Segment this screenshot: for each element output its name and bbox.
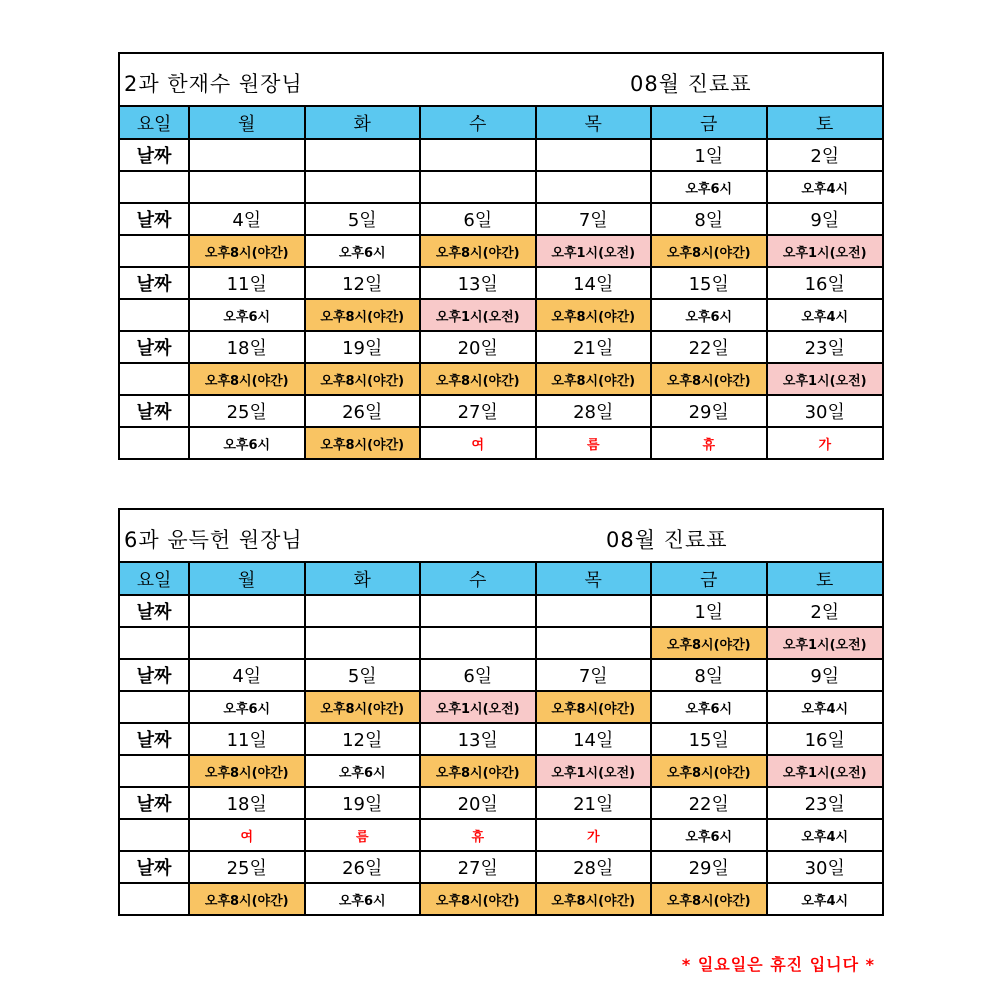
date-row-label: 날짜 <box>120 787 189 819</box>
hours-row-label <box>120 427 189 458</box>
date-cell: 8일 <box>651 659 767 691</box>
hours-row <box>120 627 882 659</box>
hours-cell: 오후6시 <box>305 235 421 267</box>
schedule-table-2 <box>118 508 884 916</box>
hours-row <box>120 299 882 331</box>
hours-cell: 오후4시 <box>767 819 883 851</box>
month-title: 08월 진료표 <box>630 72 752 96</box>
hours-cell: 오후8시(야간) <box>536 691 652 723</box>
weekday-cell: 목 <box>536 107 652 139</box>
date-cell: 23일 <box>767 331 883 363</box>
date-row-label: 날짜 <box>120 851 189 883</box>
date-row-label: 날짜 <box>120 723 189 755</box>
hours-row-label <box>120 819 189 851</box>
date-row-label: 날짜 <box>120 331 189 363</box>
date-row <box>120 203 882 235</box>
date-cell: 12일 <box>305 267 421 299</box>
hours-cell <box>420 171 536 203</box>
hours-cell: 오후1시(오전) <box>767 627 883 659</box>
date-cell: 5일 <box>305 203 421 235</box>
date-cell <box>189 595 305 627</box>
hours-cell <box>420 627 536 659</box>
weekday-label-cell: 요일 <box>120 107 189 139</box>
date-cell: 15일 <box>651 267 767 299</box>
holiday-cell: 가 <box>818 437 832 453</box>
doctor-title: 2과 한재수 원장님 <box>124 72 303 96</box>
date-cell: 26일 <box>305 851 421 883</box>
hours-row-label <box>120 627 189 659</box>
hours-row-label <box>120 755 189 787</box>
holiday-cell: 여 <box>189 819 305 851</box>
weekday-cell: 화 <box>305 107 421 139</box>
date-cell: 29일 <box>651 851 767 883</box>
schedule-grid <box>120 107 882 458</box>
date-cell: 22일 <box>651 331 767 363</box>
weekday-cell: 수 <box>420 107 536 139</box>
date-cell: 20일 <box>420 331 536 363</box>
date-row <box>120 851 882 883</box>
schedule-title-row <box>120 52 882 107</box>
date-cell: 5일 <box>305 659 421 691</box>
hours-row-label <box>120 299 189 331</box>
hours-cell: 오후6시 <box>651 819 767 851</box>
hours-cell: 오후8시(야간) <box>305 363 421 395</box>
date-cell: 1일 <box>651 139 767 171</box>
weekday-cell: 토 <box>767 107 883 139</box>
weekday-cell: 월 <box>189 563 305 595</box>
date-row <box>120 139 882 171</box>
date-row <box>120 595 882 627</box>
date-cell: 16일 <box>767 723 883 755</box>
weekday-header-row <box>120 107 882 139</box>
date-cell: 19일 <box>305 331 421 363</box>
date-cell: 7일 <box>536 659 652 691</box>
hours-cell: 오후8시(야간) <box>420 235 536 267</box>
weekday-label-cell: 요일 <box>120 563 189 595</box>
date-cell: 26일 <box>305 395 421 427</box>
hours-cell: 오후8시(야간) <box>305 427 421 458</box>
hours-cell: 오후8시(야간) <box>651 235 767 267</box>
date-cell: 12일 <box>305 723 421 755</box>
date-cell: 25일 <box>189 395 305 427</box>
date-cell: 4일 <box>189 203 305 235</box>
date-cell: 15일 <box>651 723 767 755</box>
hours-row <box>120 755 882 787</box>
hours-cell: 오후6시 <box>305 883 421 914</box>
date-cell <box>189 139 305 171</box>
weekday-header-row <box>120 563 882 595</box>
date-cell: 21일 <box>536 331 652 363</box>
weekday-cell: 금 <box>651 107 767 139</box>
date-row-label: 날짜 <box>120 395 189 427</box>
hours-cell: 오후1시(오전) <box>536 235 652 267</box>
schedule-table-1 <box>118 52 884 460</box>
hours-cell: 오후8시(야간) <box>651 627 767 659</box>
hours-row <box>120 171 882 203</box>
date-row <box>120 723 882 755</box>
footer-note-2 <box>655 988 875 1000</box>
hours-cell: 오후1시(오전) <box>420 691 536 723</box>
date-row-label: 날짜 <box>120 659 189 691</box>
date-cell <box>305 139 421 171</box>
date-cell: 1일 <box>651 595 767 627</box>
weekday-cell: 토 <box>767 563 883 595</box>
date-cell: 21일 <box>536 787 652 819</box>
date-cell: 25일 <box>189 851 305 883</box>
hours-cell: 오후4시 <box>767 171 883 203</box>
weekday-cell: 월 <box>189 107 305 139</box>
hours-cell <box>305 171 421 203</box>
date-row <box>120 787 882 819</box>
hours-cell: 오후8시(야간) <box>189 883 305 914</box>
hours-row-label <box>120 363 189 395</box>
holiday-cell: 여 <box>420 427 536 458</box>
hours-cell: 오후8시(야간) <box>305 299 421 331</box>
hours-row <box>120 691 882 723</box>
hours-cell: 오후8시(야간) <box>651 755 767 787</box>
date-cell: 14일 <box>536 723 652 755</box>
hours-cell: 오후8시(야간) <box>420 883 536 914</box>
date-cell: 27일 <box>420 395 536 427</box>
date-cell: 6일 <box>420 659 536 691</box>
date-cell: 28일 <box>536 851 652 883</box>
date-cell: 9일 <box>767 203 883 235</box>
hours-cell: 오후6시 <box>651 299 767 331</box>
hours-row <box>120 427 882 458</box>
hours-cell: 오후8시(야간) <box>536 363 652 395</box>
date-row <box>120 659 882 691</box>
hours-row <box>120 819 882 851</box>
hours-cell: 오후8시(야간) <box>305 691 421 723</box>
date-cell: 23일 <box>767 787 883 819</box>
date-cell: 11일 <box>189 267 305 299</box>
hours-cell: 오후6시 <box>189 427 305 458</box>
hours-cell: 오후8시(야간) <box>189 235 305 267</box>
hours-cell: 오후4시 <box>767 691 883 723</box>
date-row-label: 날짜 <box>120 203 189 235</box>
date-cell: 14일 <box>536 267 652 299</box>
hours-row-label <box>120 235 189 267</box>
hours-cell: 오후6시 <box>651 691 767 723</box>
hours-cell: 오후6시 <box>189 299 305 331</box>
hours-cell: 오후8시(야간) <box>420 363 536 395</box>
hours-cell <box>536 171 652 203</box>
date-cell <box>536 595 652 627</box>
hours-cell <box>536 627 652 659</box>
date-row <box>120 395 882 427</box>
holiday-cell: 름 <box>305 819 421 851</box>
date-cell: 18일 <box>189 787 305 819</box>
hours-row-label <box>120 171 189 203</box>
schedule-title-row <box>120 508 882 563</box>
date-cell: 22일 <box>651 787 767 819</box>
date-cell: 30일 <box>767 851 883 883</box>
hours-cell: 오후4시 <box>801 893 849 909</box>
hours-cell: 오후1시(오전) <box>767 755 883 787</box>
hours-cell: 오후1시(오전) <box>536 755 652 787</box>
holiday-cell: 휴 <box>651 427 767 458</box>
hours-row-label <box>120 691 189 723</box>
hours-cell: 오후6시 <box>189 691 305 723</box>
date-cell: 30일 <box>767 395 883 427</box>
date-cell: 7일 <box>536 203 652 235</box>
date-cell: 8일 <box>651 203 767 235</box>
date-cell: 9일 <box>767 659 883 691</box>
date-row <box>120 267 882 299</box>
hours-cell: 오후8시(야간) <box>651 883 767 914</box>
weekday-cell: 목 <box>536 563 652 595</box>
hours-cell: 오후4시 <box>767 299 883 331</box>
date-cell: 20일 <box>420 787 536 819</box>
schedule-grid <box>120 563 882 914</box>
hours-cell: 오후8시(야간) <box>420 755 536 787</box>
hours-cell: 오후1시(오전) <box>420 299 536 331</box>
hours-cell: 오후6시 <box>305 755 421 787</box>
weekday-cell: 화 <box>305 563 421 595</box>
date-cell: 11일 <box>189 723 305 755</box>
date-cell <box>420 139 536 171</box>
date-row-label: 날짜 <box>120 267 189 299</box>
date-cell: 16일 <box>767 267 883 299</box>
date-cell <box>305 595 421 627</box>
date-cell: 19일 <box>305 787 421 819</box>
date-cell: 2일 <box>767 139 883 171</box>
date-cell <box>420 595 536 627</box>
date-cell <box>536 139 652 171</box>
holiday-cell: 름 <box>536 427 652 458</box>
hours-cell: 오후8시(야간) <box>651 363 767 395</box>
hours-row-label <box>120 883 189 914</box>
doctor-title: 6과 윤득헌 원장님 <box>124 528 303 552</box>
hours-cell: 오후1시(오전) <box>767 235 883 267</box>
hours-cell: 오후8시(야간) <box>189 755 305 787</box>
hours-row <box>120 235 882 267</box>
hours-cell: 오후1시(오전) <box>767 363 883 395</box>
weekday-cell: 수 <box>420 563 536 595</box>
date-cell: 27일 <box>420 851 536 883</box>
hours-row <box>120 883 882 914</box>
holiday-cell: 휴 <box>420 819 536 851</box>
hours-cell <box>189 627 305 659</box>
hours-cell: 오후8시(야간) <box>536 883 652 914</box>
hours-cell <box>305 627 421 659</box>
date-cell: 29일 <box>651 395 767 427</box>
month-title: 08월 진료표 <box>606 528 728 552</box>
date-row-label: 날짜 <box>120 595 189 627</box>
date-cell: 13일 <box>420 267 536 299</box>
date-cell: 6일 <box>420 203 536 235</box>
hours-cell: 오후6시 <box>651 171 767 203</box>
hours-cell: 오후8시(야간) <box>189 363 305 395</box>
date-row <box>120 331 882 363</box>
hours-cell: 오후8시(야간) <box>536 299 652 331</box>
date-cell: 4일 <box>189 659 305 691</box>
date-row-label: 날짜 <box>120 139 189 171</box>
weekday-cell: 금 <box>651 563 767 595</box>
date-cell: 18일 <box>189 331 305 363</box>
hours-cell <box>189 171 305 203</box>
sunday-closed-note: * 일요일은 휴진 입니다 * <box>681 955 875 974</box>
hours-row <box>120 363 882 395</box>
holiday-cell: 가 <box>536 819 652 851</box>
date-cell: 13일 <box>420 723 536 755</box>
date-cell: 28일 <box>536 395 652 427</box>
date-cell: 2일 <box>767 595 883 627</box>
